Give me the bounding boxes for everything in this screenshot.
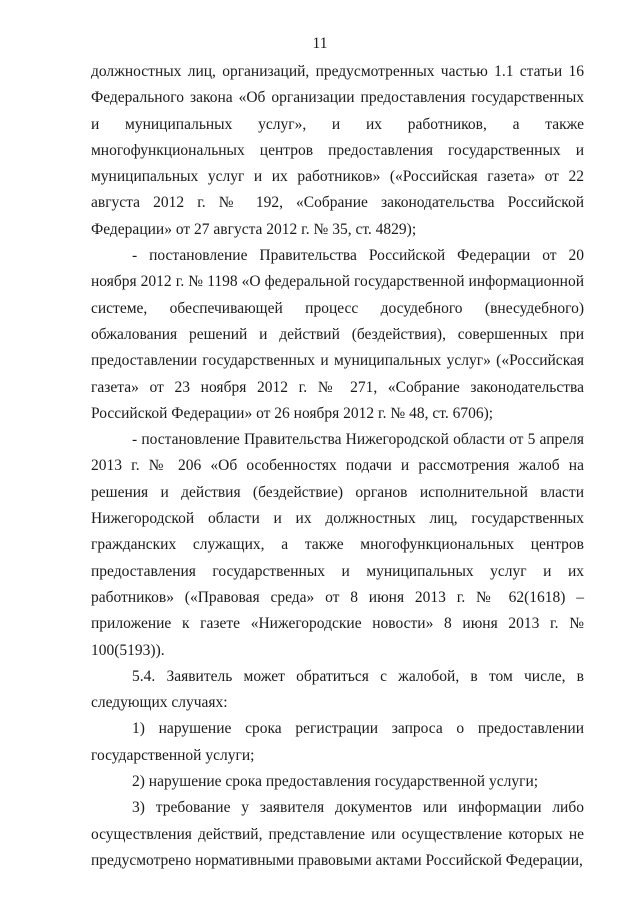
paragraph-continuation: должностных лиц, организаций, предусмотренных частью 1.1 статьи 16 Федерального закона «Об организации предоставления государственных и муниципальных услуг», и их работников, а также многофункциональных центров предоставления государственных и муниципальных услуг и их работников» («Российская газета» от 22 августа 2012 г. № 192, «Собрание законодательства Российской Федерации» от 27 августа 2012 г. № 35, ст. 4829); [91,63,584,238]
document-body [91,59,584,874]
list-item-2: 2) нарушение срока предоставления государственной услуги; [132,773,539,791]
list-item-1: 1) нарушение срока регистрации запроса о предоставлении государственной услуги; [91,720,584,764]
paragraph-decree-206: - постановление Правительства Нижегородской области от 5 апреля 2013 г. № 206 «Об особенностях подачи и рассмотрения жалоб на решения и действия (бездействие) органов исполнительной власти Нижегородской области и их должностных лиц, государственных гражданских служащих, а также многофункциональных центров предоставления государственных и муниципальных услуг и их работников» («Правовая среда» от 8 июня 2013 г. № 62(1618) – приложение к газете «Нижегородские новости» 8 июня 2013 г. № 100(5193)). [91,431,584,659]
list-item-3: 3) требование у заявителя документов или информации либо осуществления действий, представление или осуществление которых не предусмотрено нормативными правовыми актами Российской Федерации, [91,799,584,869]
paragraph-decree-1198: - постановление Правительства Российской Федерации от 20 ноября 2012 г. № 1198 «О федеральной государственной информационной системе, обеспечивающей процесс досудебного (внесудебного) обжалования решений и действий (бездействия), совершенных при предоставлении государственных и муниципальных услуг» («Российская газета» от 23 ноября 2012 г. № 271, «Собрание законодательства Российской Федерации» от 26 ноября 2012 г. № 48, ст. 6706); [91,247,584,422]
paragraph-section-5-4: 5.4. Заявитель может обратиться с жалобой, в том числе, в следующих случаях: [91,667,584,712]
page-number: 11 [312,35,328,52]
